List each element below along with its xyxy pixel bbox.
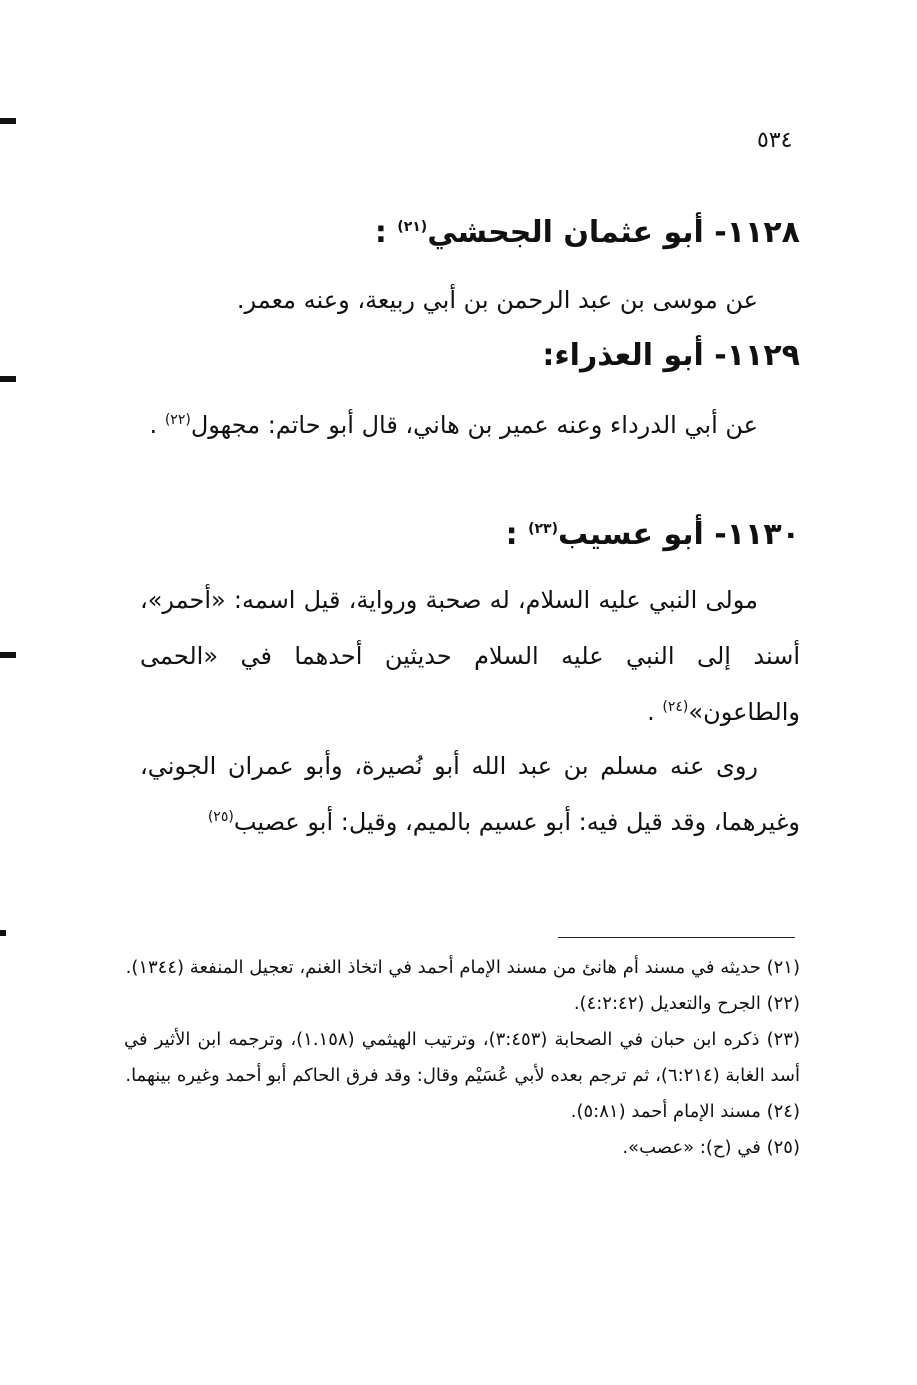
scan-edge-mark	[0, 652, 16, 658]
entry-1130-text-1	[140, 572, 800, 740]
footnote-ref: (٢٢)	[164, 412, 191, 428]
footnote-25: (٢٥) في (ح): «عصب».	[622, 1137, 800, 1158]
entry-heading-1130	[506, 517, 800, 552]
page-number: ٥٣٤	[757, 128, 793, 153]
title-colon: :	[542, 338, 555, 373]
scan-edge-mark	[0, 118, 16, 124]
footnote-ref: (٢٤)	[662, 699, 689, 715]
entry-number: ١١٣٠-	[714, 517, 800, 552]
entry-1130-text-2	[140, 738, 800, 850]
entry-title: أبو عسيب	[558, 517, 704, 552]
footnote-24: (٢٤) مسند الإمام أحمد (٥:٨١).	[570, 1101, 800, 1122]
entry-title: أبو العذراء	[554, 338, 704, 373]
paragraph-text: عن أبي الدرداء وعنه عمير بن هاني، قال أبو حاتم: مجهول	[190, 411, 758, 439]
scan-edge-mark	[0, 930, 6, 936]
paragraph-text: روى عنه مسلم بن عبد الله أبو نُصيرة، وأبو عمران الجوني، وغيرهما، وقد قيل فيه: أبو عسيم بالميم، وقيل: أبو عصيب	[140, 752, 800, 836]
paragraph-text: مولى النبي عليه السلام، له صحبة ورواية، قيل اسمه: «أحمر»، أسند إلى النبي عليه السلام حديثين أحدهما في «الحمى والطاعون»	[140, 586, 800, 726]
footnote-ref: (٢٣)	[528, 521, 559, 537]
entry-number: ١١٢٨-	[714, 215, 800, 250]
title-colon: :	[505, 517, 518, 552]
entry-heading-1129	[542, 338, 800, 373]
footnote-ref: (٢٥)	[207, 809, 234, 825]
footnote-23: (٢٣) ذكره ابن حبان في الصحابة (٣:٤٥٣)، وترتيب الهيثمي (١.١٥٨)، وترجمه ابن الأثير في أسد الغابة (٦:٢١٤)، ثم ترجم بعده لأبي عُسَيْم وقال: وقد فرق الحاكم أبو أحمد وغيره بينهما.	[124, 1029, 801, 1086]
footnote-22: (٢٢) الجرح والتعديل (٤:٢:٤٢).	[573, 993, 800, 1014]
entry-heading-1128	[375, 215, 800, 250]
entry-number: ١١٢٩-	[714, 338, 800, 373]
footnote-ref: (٢١)	[397, 219, 428, 235]
entry-1129-text	[140, 397, 800, 453]
entry-1128-text: عن موسى بن عبد الرحمن بن أبي ربيعة، وعنه معمر.	[236, 286, 758, 314]
footnote-21: (٢١) حديثه في مسند أم هانئ من مسند الإمام أحمد في اتخاذ الغنم، تعجيل المنفعة (١٣٤٤).	[125, 957, 800, 978]
entry-title: أبو عثمان الجحشي	[427, 215, 704, 250]
footnotes	[124, 950, 800, 1166]
paragraph-end: .	[149, 411, 158, 439]
footnote-separator	[558, 937, 795, 938]
paragraph-end: .	[647, 698, 655, 726]
scan-edge-mark	[0, 376, 16, 382]
title-colon: :	[374, 215, 387, 250]
